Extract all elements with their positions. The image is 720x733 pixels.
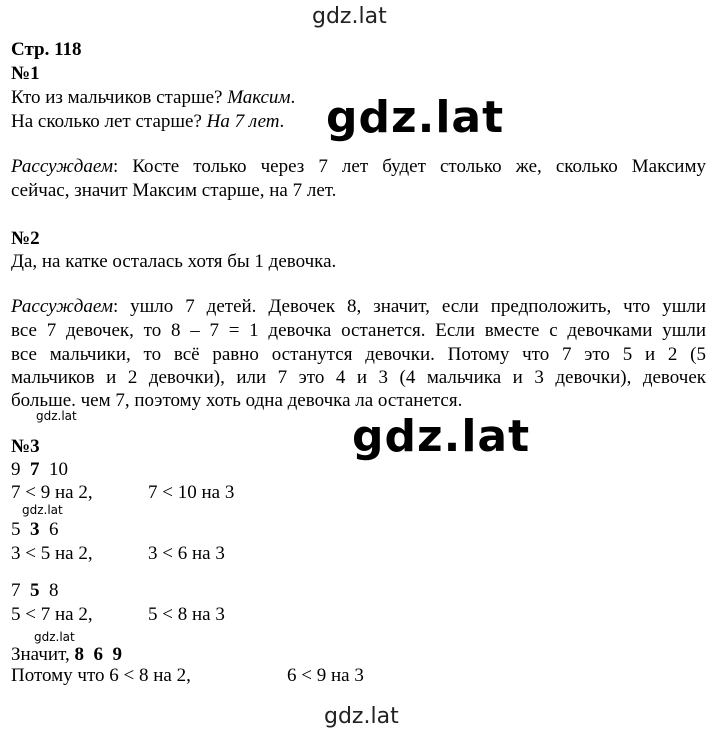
- task2-answer: Да, на катке осталась хотя бы 1 девочка.: [11, 251, 337, 272]
- task1-question1: Кто из мальчиков старше? Максим.: [11, 87, 296, 108]
- task3-row: 7 5 8: [11, 580, 59, 601]
- task3-comparison: 7 < 9 на 2,: [11, 482, 93, 503]
- task3-comparison: 5 < 7 на 2,: [11, 604, 93, 625]
- task1-reasoning-line: сейчас, значит Максим старше, на 7 лет.: [11, 180, 337, 201]
- watermark-small: gdz.lat: [22, 503, 63, 517]
- task3-number: №3: [11, 436, 40, 457]
- watermark-large: gdz.lat: [326, 92, 505, 143]
- task2-reasoning-line: все мальчики, то всё равно останутся девочки. Потому что 7 это 5 и 2 (5: [11, 344, 706, 365]
- task3-comparison: 3 < 5 на 2,: [11, 543, 93, 564]
- task3-because: Потому что 6 < 8 на 2,: [11, 665, 191, 686]
- watermark-bottom: gdz.lat: [324, 704, 399, 729]
- task3-because: 6 < 9 на 3: [287, 665, 364, 686]
- watermark-small: gdz.lat: [34, 630, 75, 644]
- page-number: Стр. 118: [11, 39, 82, 60]
- task2-reasoning-line: мальчиков и 2 девочки), или 7 это 4 и 3 (4 мальчика и 3 девочки), девочек: [11, 367, 706, 388]
- task3-row: 9 7 10: [11, 459, 68, 480]
- task1-question2: На сколько лет старше? На 7 лет.: [11, 111, 285, 132]
- watermark-large: gdz.lat: [352, 411, 531, 462]
- watermark-top: gdz.lat: [312, 4, 387, 29]
- task2-reasoning-line: Рассуждаем: ушло 7 детей. Девочек 8, значит, если предположить, что ушли: [11, 296, 706, 317]
- task2-reasoning-line: все 7 девочек, то 8 – 7 = 1 девочка останется. Если вместе с девочками ушли: [11, 320, 706, 341]
- task3-comparison: 3 < 6 на 3: [148, 543, 225, 564]
- task1-reasoning-line: Рассуждаем: Косте только через 7 лет будет столько же, сколько Максиму: [11, 156, 706, 177]
- task2-number: №2: [11, 228, 40, 249]
- watermark-small: gdz.lat: [36, 409, 77, 423]
- task3-conclusion: Значит, 8 6 9: [11, 644, 122, 665]
- task3-comparison: 7 < 10 на 3: [148, 482, 235, 503]
- task1-number: №1: [11, 63, 40, 84]
- task2-reasoning-line: больше. чем 7, поэтому хоть одна девочка ла останется.: [11, 390, 463, 411]
- task3-comparison: 5 < 8 на 3: [148, 604, 225, 625]
- task3-row: 5 3 6: [11, 519, 59, 540]
